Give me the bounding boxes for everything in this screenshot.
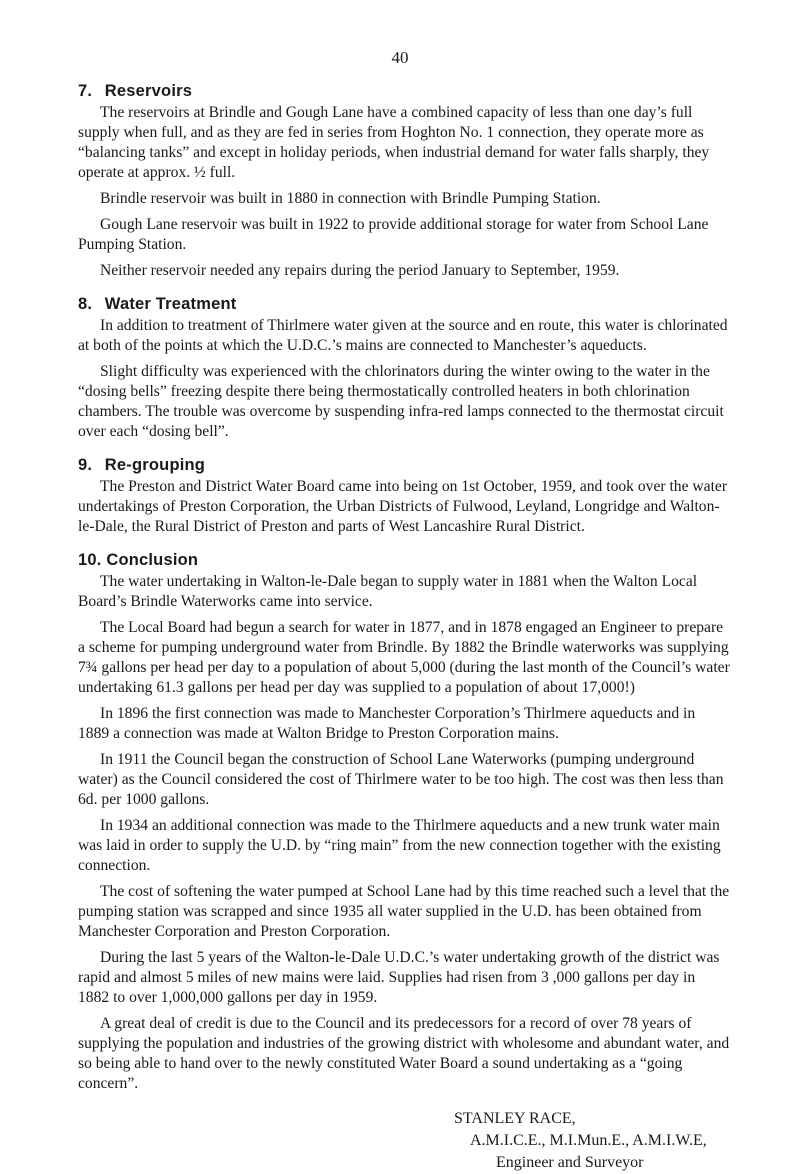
paragraph: A great deal of credit is due to the Council and its predecessors for a record of over 78 years of supplying the population and industries of the growing district with wholesome and abundant water, and so being able to hand over to the newly constituted Water Board a sound undertaking as a “going concern”. — [78, 1015, 730, 1092]
signatory-title: Engineer and Surveyor — [496, 1154, 644, 1171]
paragraph: The water undertaking in Walton-le-Dale began to supply water in 1881 when the Walton Local Board’s Brindle Waterworks came into service. — [78, 573, 698, 610]
paragraph: The cost of softening the water pumped at School Lane had by this time reached such a level that the pumping station was scrapped and since 1935 all water supplied in the U.D. has been obtained from Manchester Corporation and Preston Corporation. — [78, 883, 730, 940]
section-reservoirs — [78, 82, 730, 281]
paragraph: Neither reservoir needed any repairs during the period January to September, 1959. — [100, 262, 620, 279]
signature-block — [78, 1108, 730, 1174]
section-number: 9. — [78, 456, 93, 474]
section-title: Reservoirs — [104, 82, 193, 100]
paragraph: Slight difficulty was experienced with the chlorinators during the winter owing to the water in the “dosing bells” freezing despite there being thermostatically controlled heaters in both chlorination chambers. The trouble was overcome by suspending infra-red lamps connected to the thermostat circuit over each “dosing bell”. — [78, 363, 724, 440]
section-heading — [78, 295, 730, 314]
section-water-treatment — [78, 295, 730, 442]
signatory-qualifications: A.M.I.C.E., M.I.Mun.E., A.M.I.W.E, — [470, 1132, 707, 1149]
section-number: 7. — [78, 82, 93, 100]
paragraph: In addition to treatment of Thirlmere water given at the source and en route, this water is chlorinated at both of the points at which the U.D.C.’s mains are connected to Manchester’s aqueducts. — [78, 317, 728, 354]
signatory-name: STANLEY RACE, — [454, 1110, 576, 1127]
section-title: Conclusion — [106, 551, 199, 569]
section-number: 10. — [78, 551, 102, 569]
paragraph: In 1911 the Council began the construction of School Lane Waterworks (pumping underground water) as the Council considered the cost of Thirlmere water to be too high. The cost was then less than 6d. per 1000 gallons. — [78, 751, 724, 808]
section-heading — [78, 551, 730, 570]
paragraph: The Preston and District Water Board came into being on 1st October, 1959, and took over the water undertakings of Preston Corporation, the Urban Districts of Fulwood, Leyland, Longridge and Walton-le-Dale, the Rural District of Preston and parts of West Lancashire Rural District. — [78, 478, 728, 535]
paragraph: Brindle reservoir was built in 1880 in connection with Brindle Pumping Station. — [100, 190, 601, 207]
paragraph: In 1934 an additional connection was made to the Thirlmere aqueducts and a new trunk water main was laid in order to supply the U.D. by “ring main” from the new connection together with the existing connection. — [78, 817, 721, 874]
paragraph: The Local Board had begun a search for water in 1877, and in 1878 engaged an Engineer to prepare a scheme for pumping underground water from Brindle. By 1882 the Brindle waterworks was supplying 7¾ gallons per head per day to a population of about 5,000 (during the last month of the Council’s water undertaking 61.3 gallons per head per day was supplied to a population of about 17,000!) — [78, 619, 730, 696]
paragraph: Gough Lane reservoir was built in 1922 to provide additional storage for water from School Lane Pumping Station. — [78, 216, 709, 253]
paragraph: The reservoirs at Brindle and Gough Lane have a combined capacity of less than one day’s full supply when full, and as they are fed in series from Hoghton No. 1 connection, they operate more as “balancing tanks” and except in holiday periods, when industrial demand for water falls sharply, they operate at approx. ½ full. — [78, 104, 710, 181]
section-re-grouping — [78, 456, 730, 537]
section-heading — [78, 82, 730, 101]
section-number: 8. — [78, 295, 93, 313]
paragraph: In 1896 the first connection was made to Manchester Corporation’s Thirlmere aqueducts and in 1889 a connection was made at Walton Bridge to Preston Corporation mains. — [78, 705, 696, 742]
paragraph: During the last 5 years of the Walton-le-Dale U.D.C.’s water undertaking growth of the district was rapid and almost 5 miles of new mains were laid. Supplies had risen from 3 ,000 gallons per day in 1882 to over 1,000,000 gallons per day in 1959. — [78, 949, 720, 1006]
section-title: Water Treatment — [104, 295, 237, 313]
section-title: Re-grouping — [104, 456, 206, 474]
document-body — [78, 82, 730, 1174]
section-heading — [78, 456, 730, 475]
section-conclusion — [78, 551, 730, 1094]
page-number: 40 — [391, 48, 409, 67]
